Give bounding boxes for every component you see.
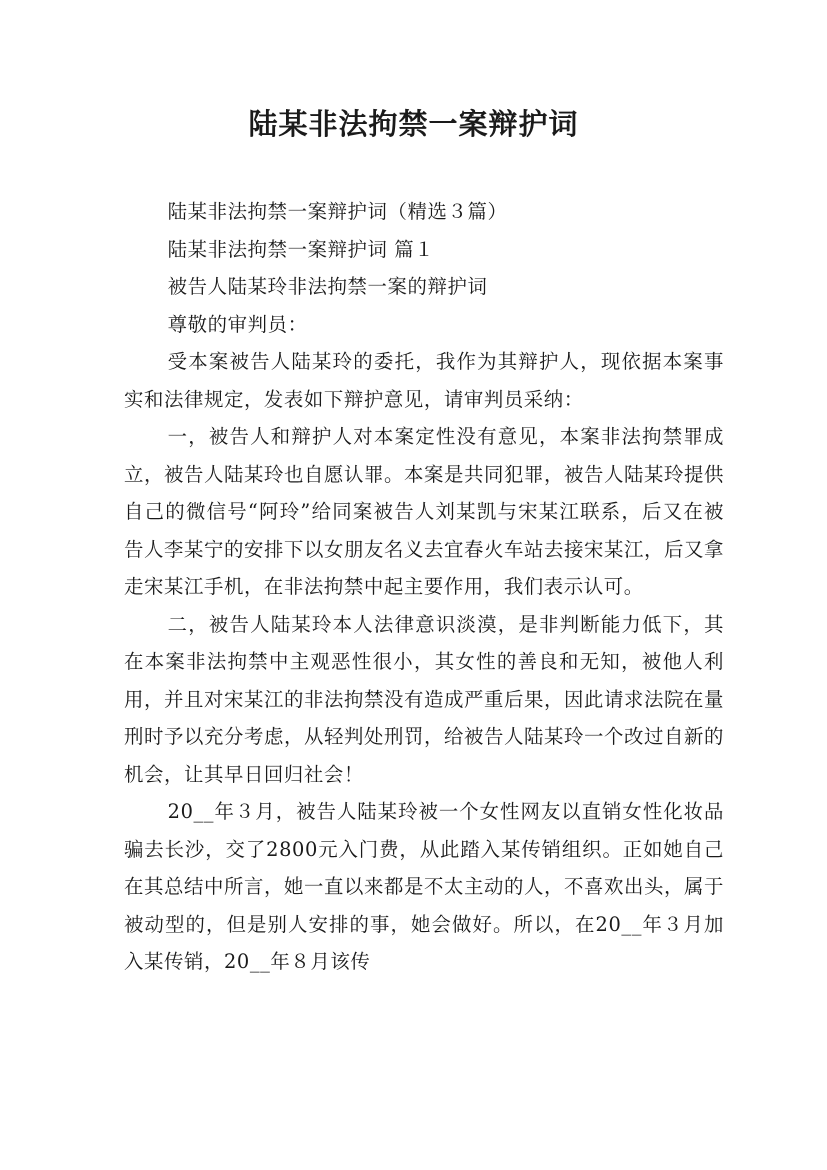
body-paragraph: 受本案被告人陆某玲的委托，我作为其辩护人，现依据本案事实和法律规定，发表如下辩护意见，请审判员采纳： [124,350,724,411]
body-paragraph: 二，被告人陆某玲本人法律意识淡漠，是非判断能力低下，其在本案非法拘禁中主观恶性很小，其女性的善良和无知，被他人利用，并且对宋某江的非法拘禁没有造成严重后果，因此请求法院在量刑时予以充分考虑，从轻判处刑罚，给被告人陆某玲一个改过自新的机会，让其早日回归社会！ [124,612,724,786]
document-title: 陆某非法拘禁一案辩护词 [248,107,579,141]
section-heading: 陆某非法拘禁一案辩护词 篇１ [167,237,435,261]
body-paragraph: 20__年３月，被告人陆某玲被一个女性网友以直销女性化妆品骗去长沙，交了2800元入门费，从此踏入某传销组织。正如她自己在其总结中所言，她一直以来都是不太主动的人，不喜欢出头，属于被动型的，但是别人安排的事，她会做好。所以，在20__年３月加入某传销，20__年８月该传 [124,800,724,973]
salutation: 尊敬的审判员： [167,312,308,336]
speech-title: 被告人陆某玲非法拘禁一案的辩护词 [167,275,488,298]
document-body [124,193,724,981]
body-paragraph: 一，被告人和辩护人对本案定性没有意见，本案非法拘禁罪成立，被告人陆某玲也自愿认罪。本案是共同犯罪，被告人陆某玲提供自己的微信号“阿玲”给同案被告人刘某凯与宋某江联系，后又在被告人李某宁的安排下以女朋友名义去宜春火车站去接宋某江，后又拿走宋某江手机，在非法拘禁中起主要作用，我们表示认可。 [124,425,724,598]
subtitle-paragraph: 陆某非法拘禁一案辩护词（精选３篇） [167,200,508,223]
